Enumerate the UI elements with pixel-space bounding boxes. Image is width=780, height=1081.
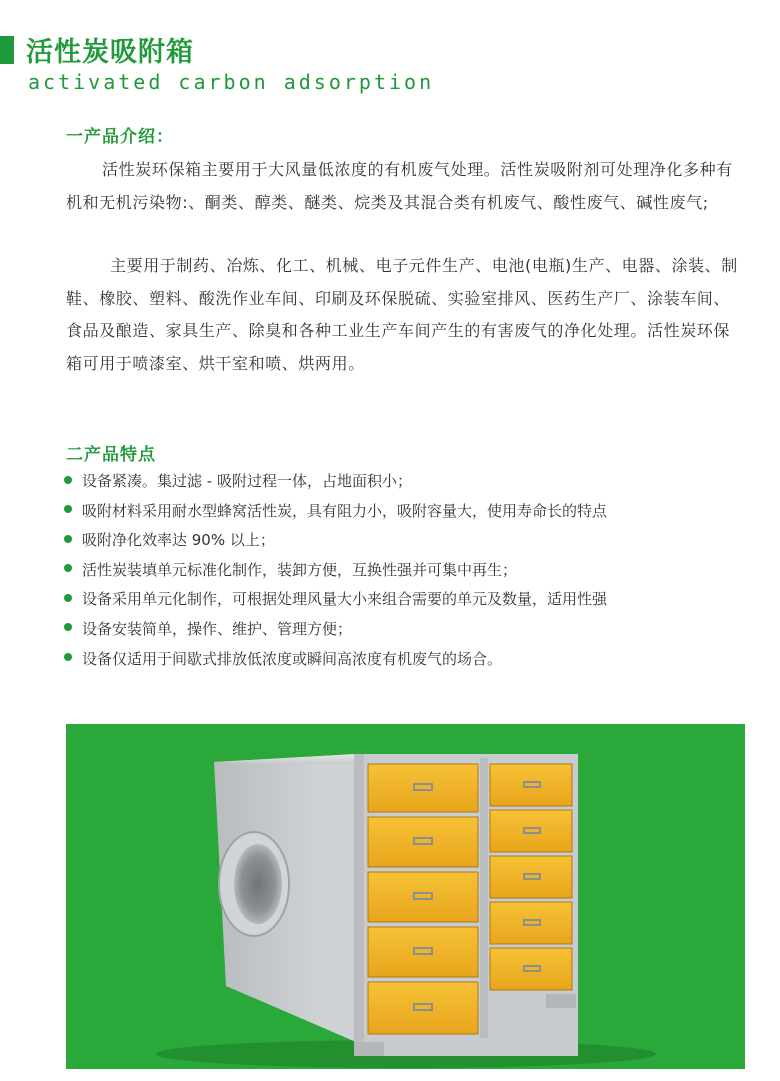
carbon-drawer — [368, 927, 478, 977]
title-accent-bar — [0, 36, 14, 64]
feature-text: 活性炭装填单元标准化制作，装卸方便，互换性强并可集中再生； — [82, 560, 518, 579]
feature-text: 设备采用单元化制作，可根据处理风量大小来组合需要的单元及数量，适用性强 — [82, 590, 608, 609]
carbon-drawer — [368, 764, 478, 812]
feature-text: 设备仅适用于间歇式排放低浓度或瞬间高浓度有机废气的场合。 — [82, 649, 503, 668]
cabinet-leg — [546, 994, 576, 1008]
feature-item — [64, 526, 764, 556]
intro-paragraph-2: 主要用于制药、冶炼、化工、机械、电子元件生产、电池(电瓶)生产、电器、涂装、制鞋、橡胶、塑料、酸洗作业车间、印刷及环保脱硫、实验室排风、医药生产厂、涂装车间、食品及酿造、家具生产、除臭和各种工业生产车间产生的有害废气的净化处理。活性炭环保箱可用于喷漆室、烘干室和喷、烘两用。 — [66, 256, 738, 373]
product-photo — [66, 724, 745, 1069]
cabinet-center-post — [480, 758, 488, 1038]
feature-text: 吸附材料采用耐水型蜂窝活性炭，具有阻力小，吸附容量大，使用寿命长的特点 — [82, 501, 608, 520]
bullet-icon — [64, 505, 72, 513]
feature-item — [64, 467, 764, 497]
air-inlet-icon — [234, 844, 282, 924]
feature-text: 设备安装简单，操作、维护、管理方便； — [82, 619, 353, 638]
cabinet-front-post — [354, 754, 364, 1056]
page-subtitle: activated carbon adsorption — [28, 70, 435, 94]
feature-item — [64, 585, 764, 615]
carbon-drawer — [490, 856, 572, 898]
bullet-icon — [64, 476, 72, 484]
bullet-icon — [64, 623, 72, 631]
carbon-drawer — [368, 872, 478, 922]
feature-item — [64, 497, 764, 527]
carbon-drawer — [490, 764, 572, 806]
features-heading: 二产品特点 — [66, 445, 156, 465]
carbon-drawer — [368, 817, 478, 867]
feature-text: 设备紧凑。集过滤 - 吸附过程一体，占地面积小； — [82, 472, 412, 490]
carbon-drawer — [490, 810, 572, 852]
cabinet-leg — [354, 1042, 384, 1056]
bullet-icon — [64, 535, 72, 543]
feature-text: 吸附净化效率达 90% 以上； — [82, 531, 275, 550]
bullet-icon — [64, 564, 72, 572]
cabinet-side-frame — [314, 754, 356, 1042]
carbon-drawer — [490, 948, 572, 990]
feature-item — [64, 645, 764, 675]
bullet-icon — [64, 594, 72, 602]
activated-carbon-box-illustration — [66, 724, 745, 1069]
carbon-drawer — [368, 982, 478, 1034]
intro-heading: 一产品介绍： — [66, 127, 174, 147]
feature-item — [64, 556, 764, 586]
features-list — [64, 467, 764, 674]
carbon-drawer — [490, 902, 572, 944]
drawer-column-right — [490, 764, 572, 990]
bullet-icon — [64, 653, 72, 661]
drawer-column-left — [368, 764, 478, 1034]
feature-item — [64, 615, 764, 645]
page-title: 活性炭吸附箱 — [26, 37, 194, 68]
intro-paragraph-1: 活性炭环保箱主要用于大风量低浓度的有机废气处理。活性炭吸附剂可处理净化多种有机和无机污染物:、酮类、醇类、醚类、烷类及其混合类有机废气、酸性废气、碱性废气; — [66, 160, 733, 212]
